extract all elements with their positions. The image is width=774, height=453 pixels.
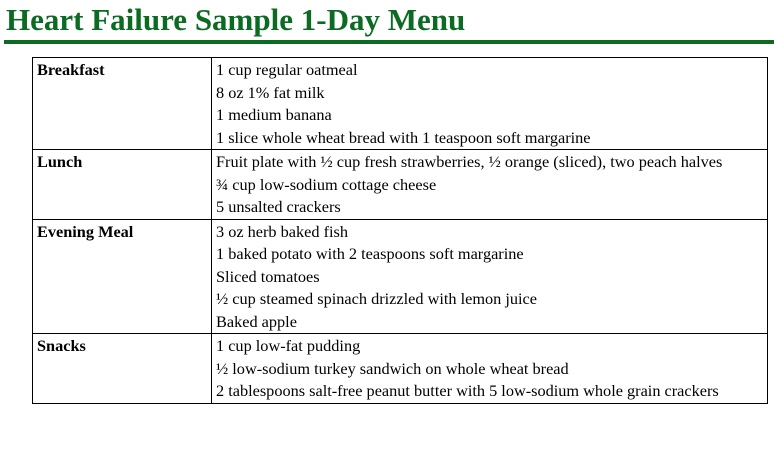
meal-items-breakfast [212,58,768,150]
menu-item: 1 baked potato with 2 teaspoons soft margarine [216,244,524,263]
page-title: Heart Failure Sample 1-Day Menu [6,2,466,37]
table-row [33,150,768,220]
menu-item: 3 oz herb baked fish [216,221,349,241]
menu-item: 1 cup regular oatmeal [216,60,358,79]
meal-items-lunch [212,150,768,220]
title-underline [4,40,774,44]
menu-item: ½ cup steamed spinach drizzled with lemon juice [216,289,537,308]
menu-item: Sliced tomatoes [216,266,320,286]
meal-items-snacks [212,334,768,404]
menu-item: ¾ cup low-sodium cottage cheese [216,174,437,194]
meal-name-evening-meal: Evening Meal [33,219,212,334]
table-row [33,219,768,334]
table-row [33,58,768,150]
table-row [33,334,768,404]
menu-item: 5 unsalted crackers [216,197,341,216]
menu-item: 1 cup low-fat pudding [216,336,361,355]
menu-item: 8 oz 1% fat milk [216,82,325,102]
menu-item: Baked apple [216,311,297,331]
meal-items-evening-meal [212,219,768,334]
menu-item: 1 medium banana [216,105,332,124]
menu-item: ½ low-sodium turkey sandwich on whole wheat bread [216,358,569,378]
menu-item: 2 tablespoons salt-free peanut butter with 5 low-sodium whole grain crackers [216,381,719,400]
meal-name-snacks: Snacks [33,334,212,404]
meal-name-breakfast: Breakfast [33,58,212,150]
menu-item: Fruit plate with ½ cup fresh strawberries, ½ orange (sliced), two peach halves [216,152,723,171]
menu-item: 1 slice whole wheat bread with 1 teaspoon soft margarine [216,127,591,147]
menu-table [32,57,768,404]
meal-name-lunch: Lunch [33,150,212,220]
